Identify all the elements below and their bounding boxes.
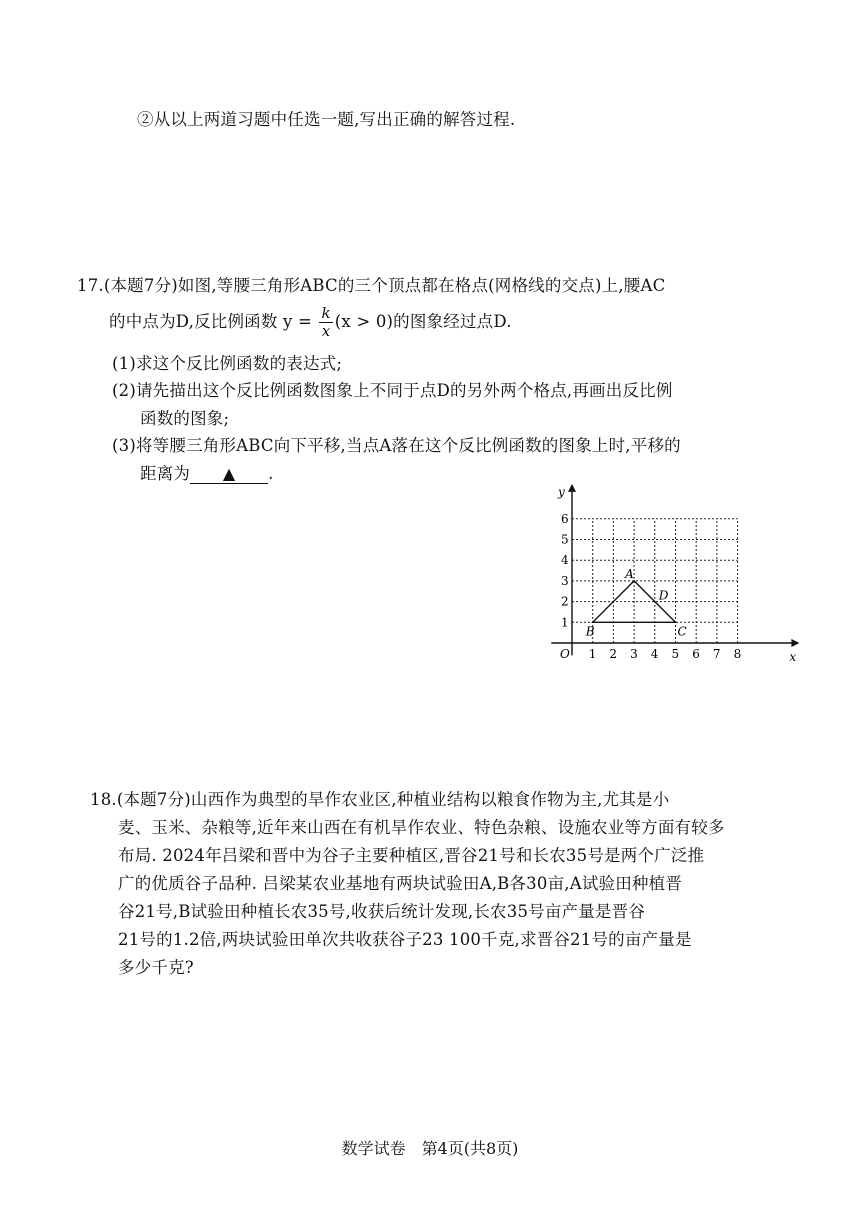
q17-line1 [77, 272, 665, 296]
fraction-numerator: k [321, 304, 331, 322]
q17-text-line2a: 的中点为D,反比例函数 y = [109, 312, 313, 331]
q17-part3a: (3)将等腰三角形ABC向下平移,当点A落在这个反比例函数的图象上时,平移的 [112, 436, 681, 455]
y-tick-label: 4 [561, 553, 569, 568]
x-tick-label: 5 [671, 647, 680, 661]
inverse-function-fraction [319, 306, 332, 339]
q17-part2b: 函数的图象; [140, 409, 230, 428]
x-tick-label: 3 [630, 647, 638, 661]
q18-line1 [90, 786, 669, 810]
y-tick-label: 6 [561, 511, 569, 526]
x-axis-label: x [789, 650, 797, 662]
q17-part1: (1)求这个反比例函数的表达式; [112, 354, 343, 373]
triangle-mark-icon: ▲ [222, 464, 236, 483]
q17-text-line1: 如图,等腰三角形ABC的三个顶点都在格点(网格线的交点)上,腰AC [177, 276, 666, 295]
answer-blank [190, 465, 268, 484]
q18-line3: 布局. 2024年吕梁和晋中为谷子主要种植区,晋谷21号和长农35号是两个广泛推 [118, 846, 705, 865]
y-tick-label: 2 [561, 594, 569, 609]
y-axis-arrow-icon [568, 484, 576, 492]
x-tick-label: 1 [588, 647, 597, 661]
fraction-denominator: x [321, 322, 331, 340]
point-label-c: C [677, 624, 687, 639]
x-tick-label: 2 [609, 647, 618, 661]
y-tick-label: 1 [561, 615, 569, 630]
x-tick-label: 7 [712, 647, 721, 661]
q18-line7: 多少千克? [118, 958, 194, 977]
q18-line6: 21号的1.2倍,两块试验田单次共收获谷子23 100千克,求晋谷21号的亩产量是 [118, 930, 692, 949]
y-axis-label: y [558, 485, 565, 500]
x-tick-label: 8 [733, 647, 742, 661]
q17-number: 17. [77, 276, 104, 295]
x-axis-arrow-icon [791, 639, 799, 647]
q17-part2a: (2)请先描出这个反比例函数图象上不同于点D的另外两个格点,再画出反比例 [112, 381, 673, 400]
q18-line2: 麦、玉米、杂粮等,近年来山西在有机旱作农业、特色杂粮、设施农业等方面有较多 [118, 818, 725, 837]
x-tick-label: 4 [650, 647, 659, 661]
q18-text-line1: 山西作为典型的旱作农业区,种植业结构以粮食作物为主,尤其是小 [190, 790, 670, 809]
q18-score: (本题7分) [116, 790, 191, 809]
y-tick-label: 5 [561, 532, 569, 547]
q17-part3-end: . [268, 464, 274, 483]
q17-part3b [140, 460, 274, 484]
q17-part3b-text: 距离为 [140, 464, 191, 483]
point-label-d: D [658, 588, 669, 603]
page-footer: 数学试卷 第4页(共8页) [341, 1139, 519, 1158]
q17-score: (本题7分) [103, 276, 178, 295]
origin-label: O [560, 647, 570, 661]
coordinate-grid-figure [540, 482, 810, 662]
instruction-line: ②从以上两道习题中任选一题,写出正确的解答过程. [137, 110, 516, 129]
point-label-a: A [625, 566, 634, 581]
q17-text-line2b: (x > 0)的图象经过点D. [334, 312, 512, 331]
q18-number: 18. [90, 790, 117, 809]
q18-line5: 谷21号,B试验田种植长农35号,收获后统计发现,长农35号亩产量是晋谷 [118, 902, 646, 921]
x-tick-label: 6 [692, 647, 700, 661]
y-tick-label: 3 [561, 573, 569, 588]
q17-line2 [109, 306, 512, 339]
q18-line4: 广的优质谷子品种. 吕梁某农业基地有两块试验田A,B各30亩,A试验田种植晋 [118, 874, 683, 893]
point-label-b: B [585, 624, 595, 639]
